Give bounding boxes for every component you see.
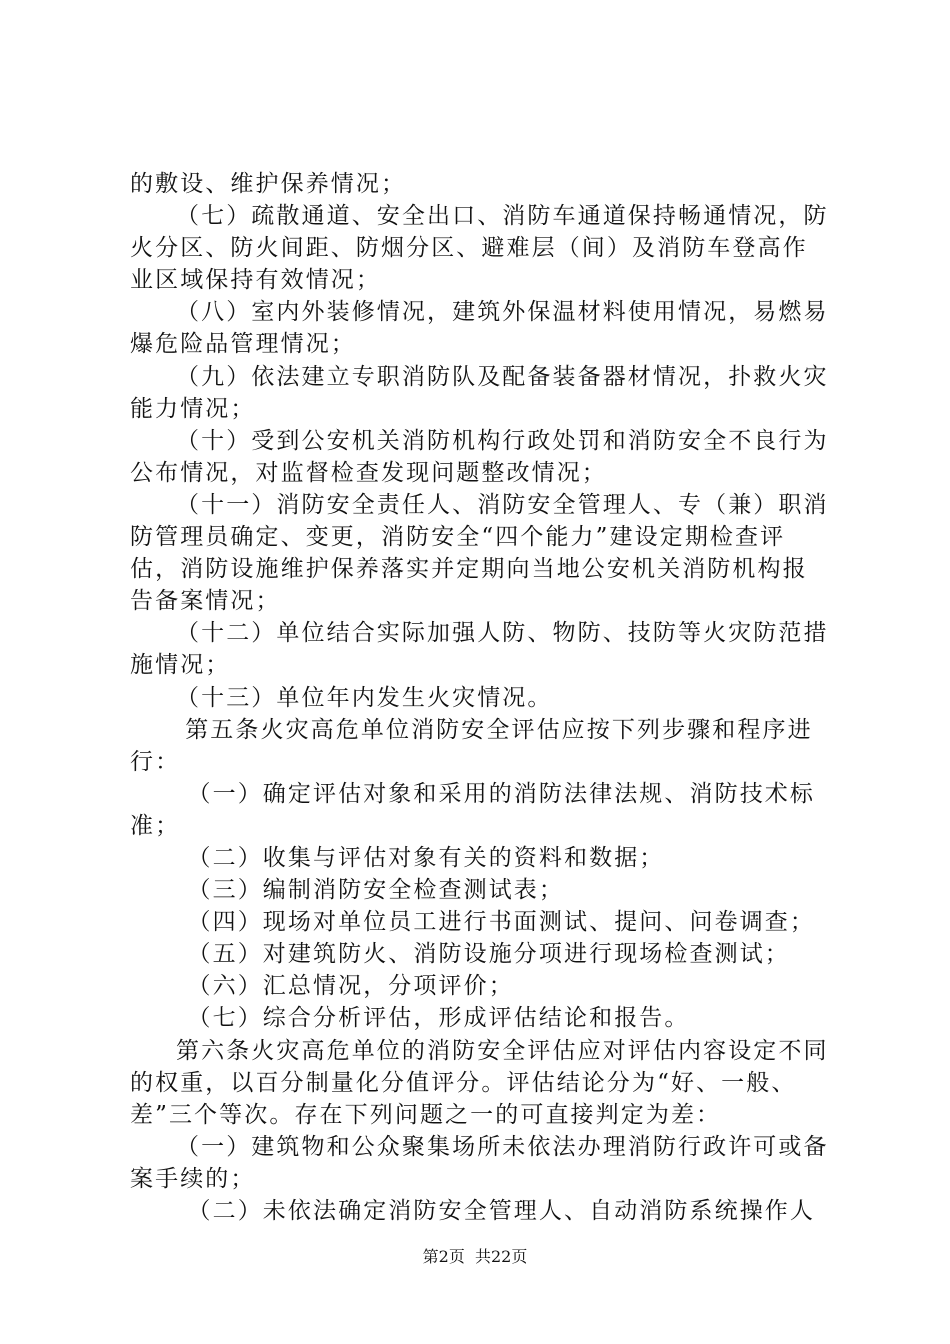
paragraph-5: （十）受到公安机关消防机构行政处罚和消防安全不良行为公布情况，对监督检查发现问题整改情况； xyxy=(130,427,829,486)
paragraph-10: （一）确定评估对象和采用的消防法律法规、消防技术标准； xyxy=(130,780,815,839)
paragraph-18: （一）建筑物和公众聚集场所未依法办理消防行政许可或备案手续的； xyxy=(130,1133,829,1192)
paragraph-15: （六）汇总情况，分项评价； xyxy=(187,973,514,1000)
paragraph-4: （九）依法建立专职消防队及配备装备器材情况，扑救火灾能力情况； xyxy=(130,363,829,422)
page-footer xyxy=(0,1244,950,1267)
paragraph-11: （二）收集与评估对象有关的资料和数据； xyxy=(187,844,665,871)
paragraph-8: （十三）单位年内发生火灾情况。 xyxy=(176,684,553,711)
document-body xyxy=(130,168,830,1227)
paragraph-6: （十一）消防安全责任人、消防安全管理人、专（兼）职消防管理员确定、变更，消防安全“四个能力”建设定期检查评估，消防设施维护保养落实并定期向当地公安机关消防机构报告备案情况； xyxy=(130,491,829,615)
paragraph-14: （五）对建筑防火、消防设施分项进行现场检查测试； xyxy=(187,941,790,968)
paragraph-1: 的敷设、维护保养情况； xyxy=(130,171,407,197)
paragraph-16: （七）综合分析评估，形成评估结论和报告。 xyxy=(187,1005,690,1032)
paragraph-2: （七）疏散通道、安全出口、消防车通道保持畅通情况，防火分区、防火间距、防烟分区、避难层（间）及消防车登高作业区域保持有效情况； xyxy=(130,203,829,294)
paragraph-19: （二）未依法确定消防安全管理人、自动消防系统操作人 xyxy=(187,1198,815,1224)
paragraph-17: 第六条火灾高危单位的消防安全评估应对评估内容设定不同的权重，以百分制量化分值评分。评估结论分为“好、一般、差”三个等次。存在下列问题之一的可直接判定为差： xyxy=(130,1037,829,1128)
paragraph-3: （八）室内外装修情况，建筑外保温材料使用情况，易燃易爆危险品管理情况； xyxy=(130,299,829,358)
paragraph-12: （三）编制消防安全检查测试表； xyxy=(187,877,564,904)
paragraph-7: （十二）单位结合实际加强人防、物防、技防等火灾防范措施情况； xyxy=(130,620,829,679)
paragraph-9: 第五条火灾高危单位消防安全评估应按下列步骤和程序进行： xyxy=(130,716,813,775)
page-number-label: 第2页 共22页 xyxy=(422,1247,528,1266)
paragraph-13: （四）现场对单位员工进行书面测试、提问、问卷调查； xyxy=(187,909,815,936)
